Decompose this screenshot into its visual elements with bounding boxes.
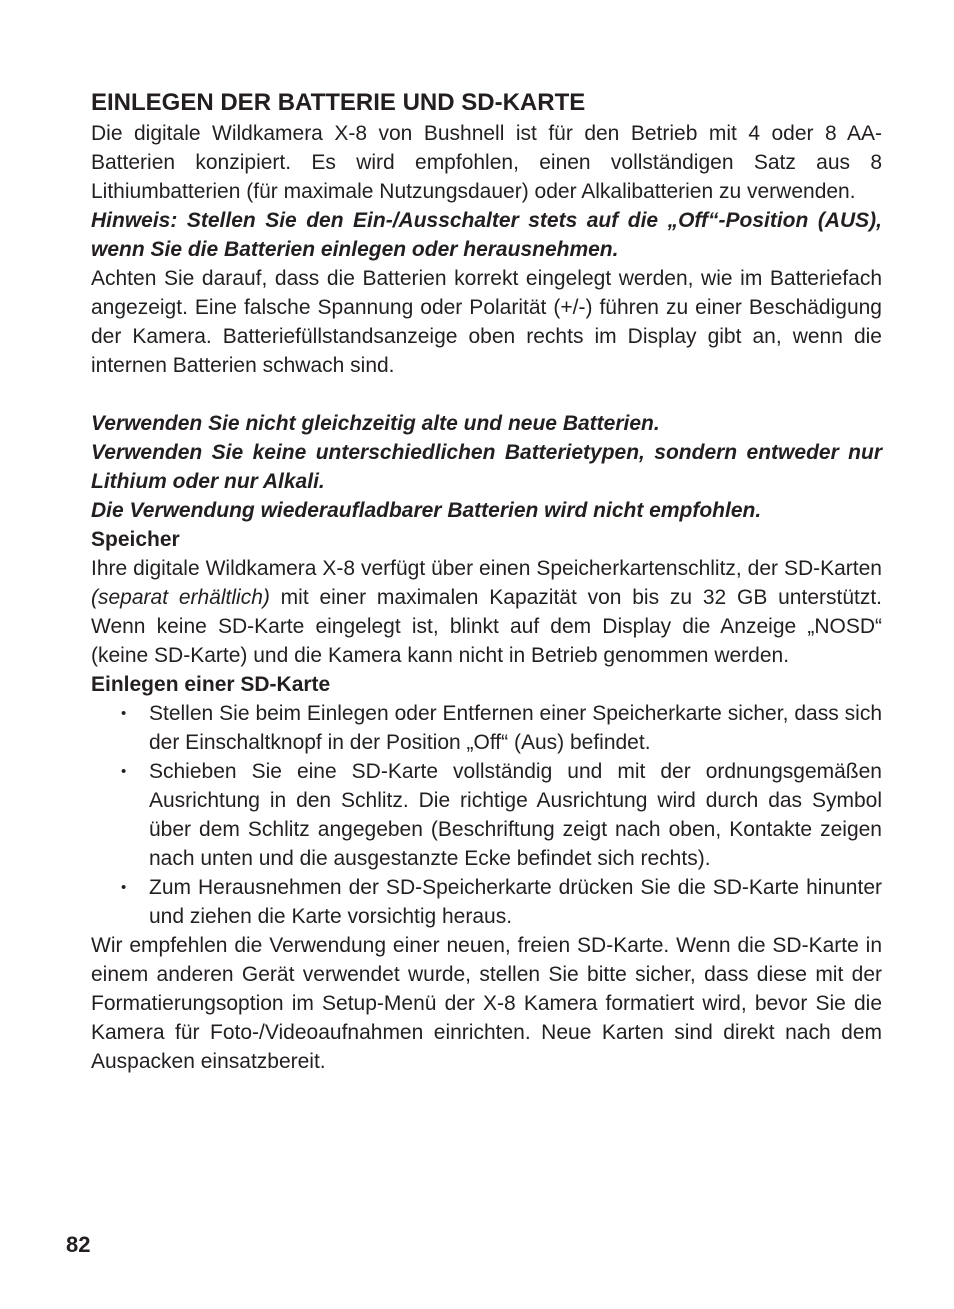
memory-heading: Speicher: [91, 528, 180, 551]
polarity-paragraph: Achten Sie darauf, dass die Batterien korrekt eingelegt werden, wie im Batteriefach angezeigt. Eine falsche Spannung oder Polarität (+/-) führen zu einer Beschädigung der Kamera. Batteriefüllstandsanzeige oben rechts im Display gibt an, wenn die internen Batterien schwach sind.: [91, 267, 882, 377]
list-item-text: Zum Herausnehmen der SD-Speicherkarte drücken Sie die SD-Karte hinunter und ziehen die Karte vorsichtig heraus.: [149, 876, 882, 928]
sd-closing-paragraph: Wir empfehlen die Verwendung einer neuen, freien SD-Karte. Wenn die SD-Karte in einem anderen Gerät verwendet wurde, stellen Sie bitte sicher, dass diese mit der Formatierungsoption im Setup-Menü der X-8 Kamera formatiert wird, bevor Sie die Kamera für Foto-/Videoaufnahmen einrichten. Neue Karten sind direkt nach dem Auspacken einsatzbereit.: [91, 934, 882, 1073]
list-item: [91, 873, 882, 931]
page-number: 82: [66, 1232, 91, 1257]
memory-paragraph: [91, 554, 882, 670]
sd-insert-list: [91, 699, 882, 931]
memory-text-italic: (separat erhältlich): [91, 586, 270, 609]
bullet-icon: •: [121, 879, 127, 896]
battery-note: Hinweis: Stellen Sie den Ein-/Ausschalter stets auf die „Off“-Position (AUS), wenn Sie die Batterien einlegen oder herausnehmen.: [91, 209, 882, 261]
list-item: [91, 699, 882, 757]
warning-line: Die Verwendung wiederaufladbarer Batterien wird nicht empfohlen.: [91, 499, 762, 522]
warning-line: Verwenden Sie keine unterschiedlichen Batterietypen, sondern entweder nur Lithium oder nur Alkali.: [91, 441, 882, 493]
intro-paragraph: Die digitale Wildkamera X-8 von Bushnell ist für den Betrieb mit 4 oder 8 AA-Batterien konzipiert. Es wird empfohlen, einen vollständigen Satz aus 8 Lithiumbatterien (für maximale Nutzungsdauer) oder Alkalibatterien zu verwenden.: [91, 122, 882, 203]
memory-text-before: Ihre digitale Wildkamera X-8 verfügt über einen Speicherkartenschlitz, der SD-Karten: [91, 557, 882, 580]
bullet-icon: •: [121, 763, 127, 780]
memory-text-after: mit einer maximalen Kapazität von bis zu 32 GB unterstützt. Wenn keine SD-Karte eingelegt ist, blinkt auf dem Display die Anzeige „NOSD“ (keine SD-Karte) und die Kamera kann nicht in Betrieb genommen werden.: [91, 586, 883, 667]
list-item: [91, 757, 882, 873]
list-item-text: Schieben Sie eine SD-Karte vollständig und mit der ordnungsgemäßen Ausrichtung in den Schlitz. Die richtige Ausrichtung wird durch das Symbol über dem Schlitz angegeben (Beschriftung zeigt nach oben, Kontakte zeigen nach unten und die ausgestanzte Ecke befindet sich rechts).: [149, 760, 882, 870]
warning-line: Verwenden Sie nicht gleichzeitig alte und neue Batterien.: [91, 412, 660, 435]
sd-insert-heading: Einlegen einer SD-Karte: [91, 673, 331, 696]
warnings-block: [91, 409, 882, 525]
list-item-text: Stellen Sie beim Einlegen oder Entfernen einer Speicherkarte sicher, dass sich der Einschaltknopf in der Position „Off“ (Aus) befindet.: [149, 702, 882, 754]
section-title: EINLEGEN DER BATTERIE UND SD-KARTE: [91, 89, 586, 116]
bullet-icon: •: [121, 705, 127, 722]
manual-page-content: [91, 88, 882, 1076]
